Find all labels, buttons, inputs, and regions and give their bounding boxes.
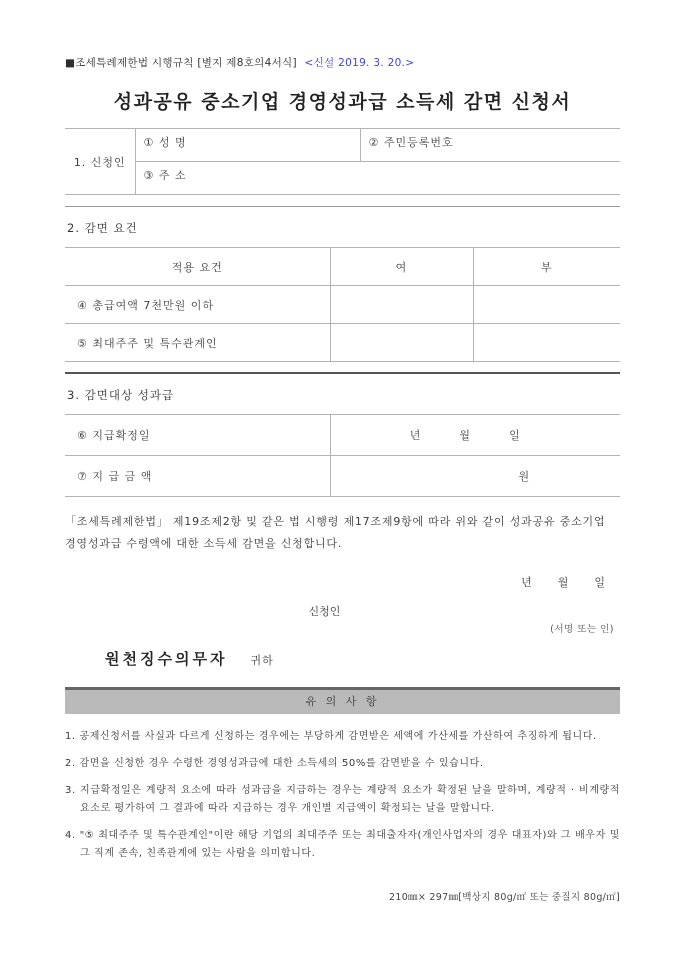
requirement-yes-cell[interactable] xyxy=(330,286,473,324)
year-unit: 년 xyxy=(521,576,532,589)
recipient-name: 원천징수의무자 xyxy=(105,650,228,668)
payment-date-label: ⑥ 지급확정일 xyxy=(65,415,330,456)
requirement-label: ④ 총급여액 7천만원 이하 xyxy=(65,286,330,324)
address-label: ③ 주 소 xyxy=(143,169,187,182)
applicant-name-cell[interactable] xyxy=(135,129,360,162)
table-row xyxy=(65,415,620,456)
requirements-section-label: 2. 감면 요건 xyxy=(67,221,138,235)
notice-item: 2. 감면을 신청한 경우 수령한 경영성과급에 대한 소득세의 50%를 감면받을 수 있습니다. xyxy=(65,758,484,769)
form-ref-text: ■조세특례제한법 시행규칙 [별지 제8호의4서식] xyxy=(65,57,297,69)
notice-item: 1. 공제신청서를 사실과 다르게 신청하는 경우에는 부당하게 감면받은 세액에 가산세를 가산하여 추징하게 됩니다. xyxy=(65,731,597,742)
applicant-address-cell[interactable] xyxy=(135,162,620,195)
notice-header-bar: 유 의 사 항 xyxy=(65,687,620,714)
page-title: 성과공유 중소기업 경영성과급 소득세 감면 신청서 xyxy=(113,91,572,113)
payment-amount-label: ⑦ 지 급 금 액 xyxy=(65,456,330,497)
day-unit: 일 xyxy=(509,429,521,442)
name-label: ① 성 명 xyxy=(143,136,187,149)
signature-date[interactable] xyxy=(65,574,620,590)
regulation-reference xyxy=(65,55,620,70)
applicant-resident-no-cell[interactable] xyxy=(360,129,620,162)
month-unit: 월 xyxy=(557,576,569,589)
requirement-label: ⑤ 최대주주 및 특수관계인 xyxy=(65,324,330,362)
notice-item: 3. 지급확정일은 계량적 요소에 따라 성과급을 지급하는 경우는 계량적 요소가 확정된 날을 말하며, 계량적 · 비계량적 요소로 평가하여 그 결과에 따라 지급하는 경우 개인별 지급액이 확정되는 날을 말합니다. xyxy=(65,785,620,814)
section-divider xyxy=(65,372,620,374)
recipient-honorific: 귀하 xyxy=(250,654,274,667)
column-header-yes: 여 xyxy=(330,248,473,286)
section-divider xyxy=(65,206,620,207)
signature-note: (서명 또는 인) xyxy=(550,624,614,635)
applicant-signature-line[interactable] xyxy=(65,603,620,619)
recipient-line xyxy=(65,648,620,669)
bonus-section-label: 3. 감면대상 성과급 xyxy=(67,388,175,402)
paper-spec-footer: 210㎜× 297㎜[백상지 80g/㎡ 또는 중질지 80g/㎡] xyxy=(389,892,620,903)
notice-item: 4. "⑤ 최대주주 및 특수관계인"이란 해당 기업의 최대주주 또는 최대출자자(개인사업자의 경우 대표자)와 그 배우자 및 그 직계 존속, 친족관계에 있는 사람을 의미합니다. xyxy=(65,830,620,859)
requirements-table xyxy=(65,247,620,362)
resident-no-label: ② 주민등록번호 xyxy=(368,136,454,149)
year-unit: 년 xyxy=(409,429,422,442)
payment-date-cell[interactable] xyxy=(330,415,620,456)
table-row xyxy=(65,324,620,362)
won-unit: 원 xyxy=(518,470,531,483)
payment-amount-cell[interactable] xyxy=(330,456,620,497)
applicant-table xyxy=(65,128,620,195)
requirement-yes-cell[interactable] xyxy=(330,324,473,362)
column-header-condition: 적용 요건 xyxy=(65,248,330,286)
requirement-no-cell[interactable] xyxy=(473,324,620,362)
table-row xyxy=(65,286,620,324)
bonus-table xyxy=(65,414,620,497)
declaration-text: 「조세특례제한법」 제19조제2항 및 같은 법 시행령 제17조제9항에 따라 위와 같이 성과공유 중소기업 경영성과급 수령액에 대한 소득세 감면을 신청합니다. xyxy=(65,515,606,550)
month-unit: 월 xyxy=(459,429,472,442)
day-unit: 일 xyxy=(594,576,605,589)
requirement-no-cell[interactable] xyxy=(473,286,620,324)
column-header-no: 부 xyxy=(473,248,620,286)
table-row xyxy=(65,456,620,497)
revision-note: <신설 2019. 3. 20.> xyxy=(304,57,415,69)
applicant-section-label: 1. 신청인 xyxy=(65,129,135,195)
notice-list xyxy=(65,728,620,863)
applicant-label: 신청인 xyxy=(308,605,341,618)
